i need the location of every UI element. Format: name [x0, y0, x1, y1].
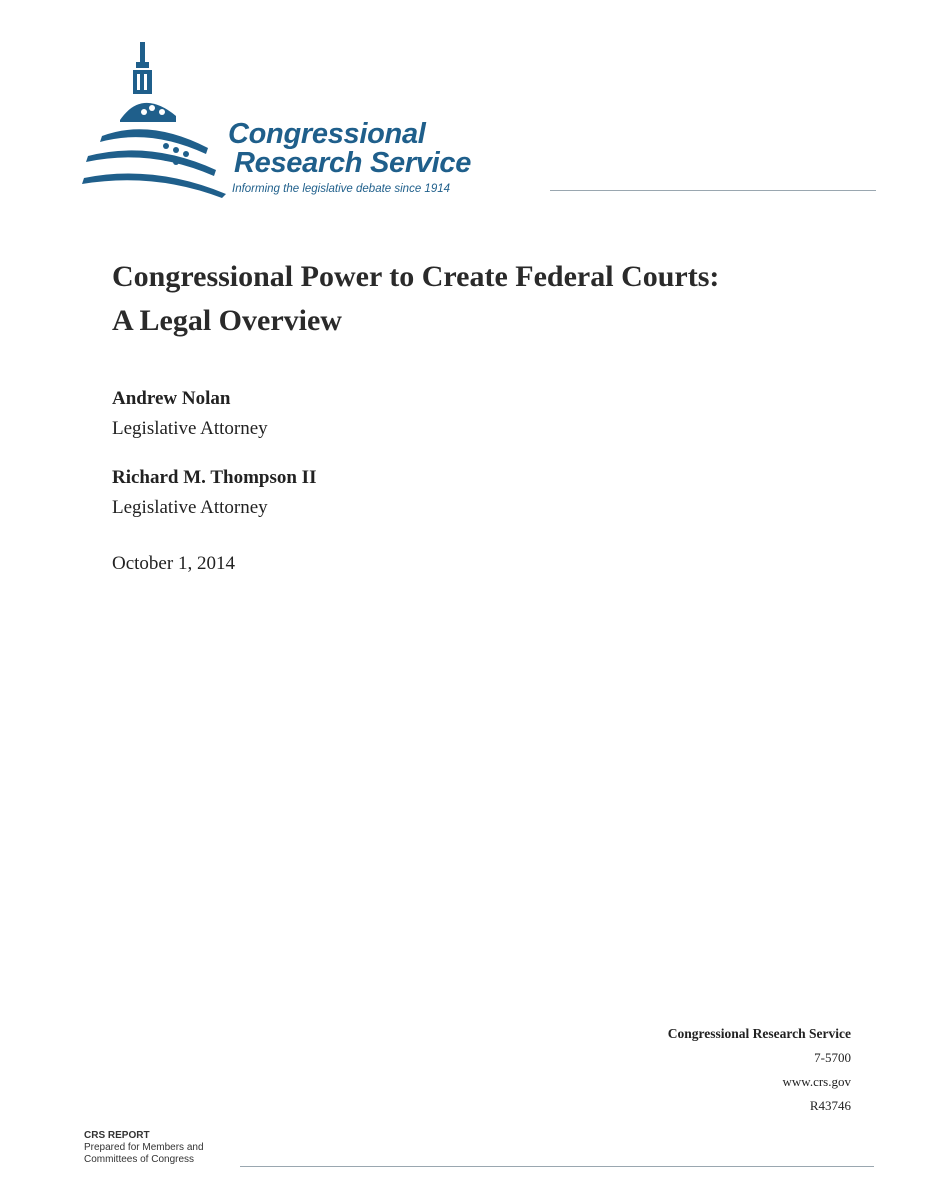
author-role: Legislative Attorney [112, 497, 268, 518]
tagline-divider [550, 190, 876, 191]
report-title [112, 255, 872, 343]
org-name-line2: Research Service [234, 147, 472, 179]
crs-report-line1: Prepared for Members and [84, 1142, 204, 1153]
report-website: www.crs.gov [782, 1074, 851, 1089]
author-name: Andrew Nolan [112, 388, 231, 409]
author-role: Legislative Attorney [112, 418, 268, 439]
publication-date: October 1, 2014 [112, 553, 235, 574]
report-org: Congressional Research Service [667, 1026, 851, 1041]
author-name: Richard M. Thompson II [112, 467, 317, 488]
crs-report-line2: Committees of Congress [84, 1154, 195, 1165]
crs-report-label [84, 1130, 204, 1166]
footer-divider [240, 1166, 874, 1167]
author-block [112, 463, 316, 523]
organization-name [228, 120, 471, 178]
author-block [112, 384, 268, 444]
capitol-dome-icon [80, 38, 230, 198]
report-info [668, 1022, 851, 1118]
crs-report-heading: CRS REPORT [84, 1130, 150, 1141]
org-name-line1: Congressional [228, 118, 426, 150]
title-line-1: Congressional Power to Create Federal Courts: [112, 260, 720, 293]
title-line-2: A Legal Overview [112, 304, 342, 337]
tagline: Informing the legislative debate since 1914 [232, 183, 451, 195]
report-number: R43746 [809, 1098, 851, 1113]
crs-logo [80, 38, 880, 208]
report-code: 7-5700 [814, 1050, 851, 1065]
